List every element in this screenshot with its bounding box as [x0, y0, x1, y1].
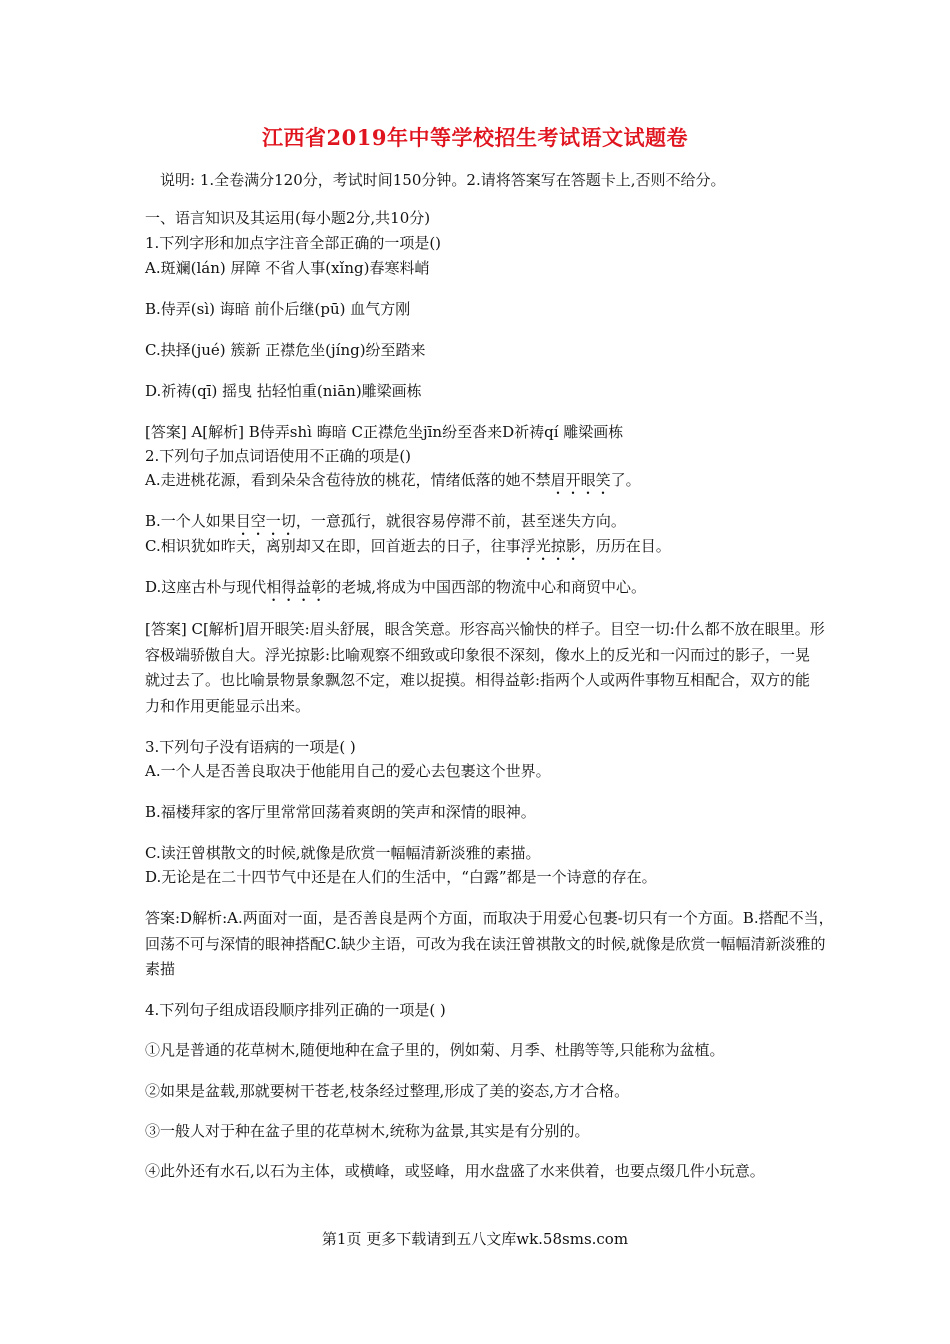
dotted-word: 眉开眼笑 — [550, 471, 611, 489]
option-text: ，一意孤行，就很容易停滞不前，甚至迷失方向。 — [295, 512, 626, 530]
question-1-option-d: D.祈祷(qī) 摇曳 拈轻怕重(niān)雕梁画栋 — [145, 382, 422, 400]
option-text: ，历历在目。 — [580, 537, 671, 555]
question-4-sentence-2: ②如果是盆载,那就要树干苍老,枝条经过整理,形成了美的姿态,方才合格。 — [145, 1082, 630, 1100]
question-3-option-c: C.读汪曾棋散文的时候,就像是欣赏一幅幅清新淡雅的素描。 — [145, 844, 541, 862]
page-footer: 第1页 更多下载请到五八文库wk.58sms.com — [321, 1230, 629, 1248]
question-1-option-b: B.侍弄(sì) 诲暗 前仆后继(pū) 血气方刚 — [145, 300, 411, 318]
question-4-sentence-4: ④此外还有水石,以石为主体，或横峰，或竖峰，用水盘盛了水来供着，也要点缀几件小玩意。 — [145, 1162, 765, 1180]
question-1-answer: [答案] A[解析] B侍弄shì 晦暗 C正襟危坐jīn纷至沓来D祈祷qí 雕梁画栋 — [145, 423, 624, 441]
dotted-word: 相得益彰 — [266, 578, 327, 596]
dotted-word: 浮光掠影 — [520, 537, 581, 555]
question-3-stem: 3.下列句子没有语病的一项是( ) — [145, 738, 356, 756]
exam-instructions: 说明: 1.全卷满分120分，考试时间150分钟。2.请将答案写在答题卡上,否则不给分。 — [160, 171, 726, 189]
question-2-option-d — [145, 575, 845, 605]
question-4-stem: 4.下列句子组成语段顺序排列正确的一项是( ) — [145, 1001, 446, 1019]
question-2-stem: 2.下列句子加点词语使用不正确的项是() — [145, 447, 412, 465]
question-3-option-d: D.无论是在二十四节气中还是在人们的生活中，“白露”都是一个诗意的存在。 — [145, 868, 657, 886]
question-1-stem: 1.下列字形和加点字注音全部正确的一项是() — [145, 234, 442, 252]
question-2-answer: [答案] C[解析]眉开眼笑:眉头舒展，眼含笑意。形容高兴愉快的样子。目空一切:什么都不放在眼里。形容极端骄傲自大。浮光掠影:比喻观察不细致或印象很不深刻，像水上的反光和一闪而过的影子，一晃就过去了。也比喻景物景象飘忽不定，难以捉摸。相得益彰:指两个人或两件事物互相配合，双方的能力和作用更能显示出来。 — [145, 620, 825, 715]
dotted-word: 目空一切 — [235, 512, 296, 530]
question-1-option-c: C.抉择(jué) 簇新 正襟危坐(jíng)纷至踏来 — [145, 341, 426, 359]
question-1-option-a: A.斑斓(lán) 屏障 不省人事(xǐng)春寒料峭 — [145, 259, 430, 277]
question-2-option-a — [145, 468, 845, 498]
question-3-option-b: B.福楼拜家的客厅里常常回荡着爽朗的笑声和深情的眼神。 — [145, 803, 536, 821]
question-3-answer: 答案:D解析:A.两面对一面，是否善良是两个方面，而取决于用爱心包裹-切只有一个方面。B.搭配不当，回荡不可与深情的眼神搭配C.缺少主语，可改为我在读汪曾祺散文的时候,就像是欣赏一幅幅清新淡雅的素描 — [145, 909, 834, 978]
option-text: D.这座古朴与现代 — [145, 578, 267, 596]
question-4-sentence-1: ①凡是普通的花草树木,随便地种在盒子里的，例如菊、月季、杜鹃等等,只能称为盆植。 — [145, 1041, 725, 1059]
option-text: C.相识犹如昨天，离别却又在即，回首逝去的日子，往事 — [145, 537, 521, 555]
option-text: A.走进桃花源，看到朵朵含苞待放的桃花，情绪低落的她不禁 — [145, 471, 551, 489]
section-heading: 一、语言知识及其运用(每小题2分,共10分) — [145, 209, 431, 227]
option-text: 的老城,将成为中国西部的物流中心和商贸中心。 — [326, 578, 647, 596]
question-4-sentence-3: ③一般人对于种在盆子里的花草树木,统称为盆景,其实是有分别的。 — [145, 1122, 590, 1140]
question-2-option-c — [145, 534, 845, 564]
option-text: B.一个人如果 — [145, 512, 236, 530]
question-3-option-a: A.一个人是否善良取决于他能用自己的爱心去包裹这个世界。 — [145, 762, 551, 780]
exam-title: 江西省2019年中等学校招生考试语文试题卷 — [262, 125, 688, 150]
option-text: 了。 — [610, 471, 641, 489]
